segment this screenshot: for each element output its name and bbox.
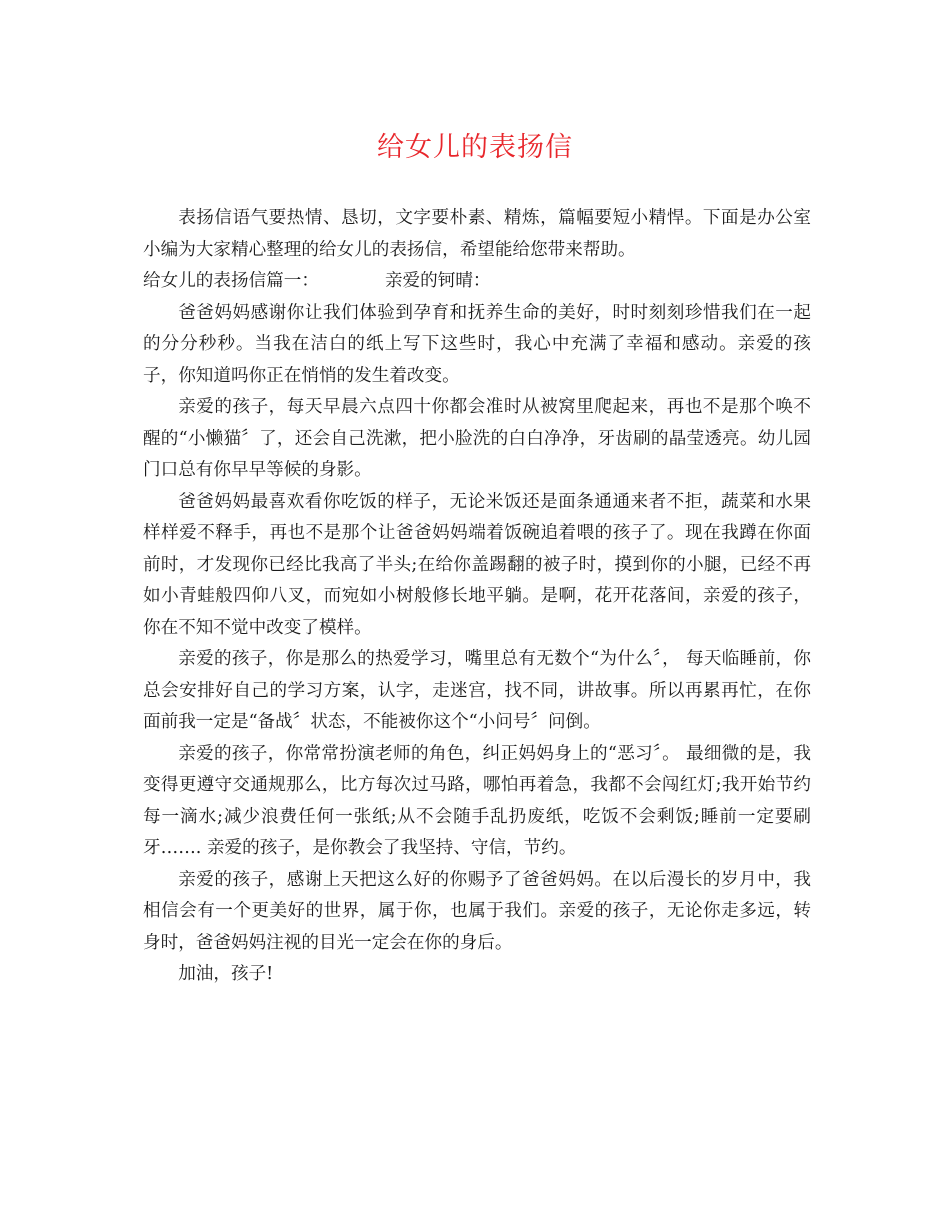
body-paragraph: 亲爱的孩子，你常常扮演老师的角色，纠正妈妈身上的“恶习〞。 最细微的是，我变得更遵守交通规那么，比方每次过马路，哪怕再着急，我都不会闯红灯;我开始节约每一滴水;减少浪费任何一张纸;从不会随手乱扔废纸，吃饭不会剩饭;睡前一定要刷牙……. 亲爱的孩子，是你教会了我坚持、守信，节约。 [143,743,811,858]
body-paragraph: 亲爱的孩子，感谢上天把这么好的你赐予了爸爸妈妈。在以后漫长的岁月中，我相信会有一个更美好的世界，属于你，也属于我们。亲爱的孩子，无论你走多远，转身时，爸爸妈妈注视的目光一定会在你的身后。 [143,869,811,953]
intro-paragraph: 表扬信语气要热情、恳切，文字要朴素、精炼，篇幅要短小精悍。下面是办公室小编为大家精心整理的给女儿的表扬信，希望能给您带来帮助。 [143,208,811,260]
body-paragraph: 爸爸妈妈最喜欢看你吃饭的样子，无论米饭还是面条通通来者不拒，蔬菜和水果样样爱不释手，再也不是那个让爸爸妈妈端着饭碗追着喂的孩子了。现在我蹲在你面前时，才发现你已经比我高了半头;在给你盖踢翻的被子时，摸到你的小腿，已经不再如小青蛙般四仰八叉，而宛如小树般修长地平躺。是啊，花开花落间，亲爱的孩子，你在不知不觉中改变了模样。 [143,491,811,638]
closing-line: 加油，孩子! [178,964,274,984]
section-label: 给女儿的表扬信篇一： [143,271,319,291]
letter-title: 给女儿的表扬信 [377,132,573,163]
body-paragraph: 亲爱的孩子，你是那么的热爱学习，嘴里总有无数个“为什么〞， 每天临睡前，你总会安排好自己的学习方案，认字，走迷宫，找不同，讲故事。所以再累再忙，在你面前我一定是“备战〞状态，不能被你这个“小问号〞问倒。 [143,649,811,732]
section-heading-line [143,266,811,298]
letter-body [143,203,811,991]
body-paragraph: 亲爱的孩子，每天早晨六点四十你都会准时从被窝里爬起来，再也不是那个唤不醒的“小懒猫〞了，还会自己洗漱，把小脸洗的白白净净，牙齿刷的晶莹透亮。幼儿园门口总有你早早等候的身影。 [143,397,811,480]
salutation: 亲爱的钶晴： [384,271,491,291]
body-paragraph: 爸爸妈妈感谢你让我们体验到孕育和抚养生命的美好，时时刻刻珍惜我们在一起的分分秒秒。当我在洁白的纸上写下这些时，我心中充满了幸福和感动。亲爱的孩子，你知道吗你正在悄悄的发生着改变。 [143,302,811,386]
